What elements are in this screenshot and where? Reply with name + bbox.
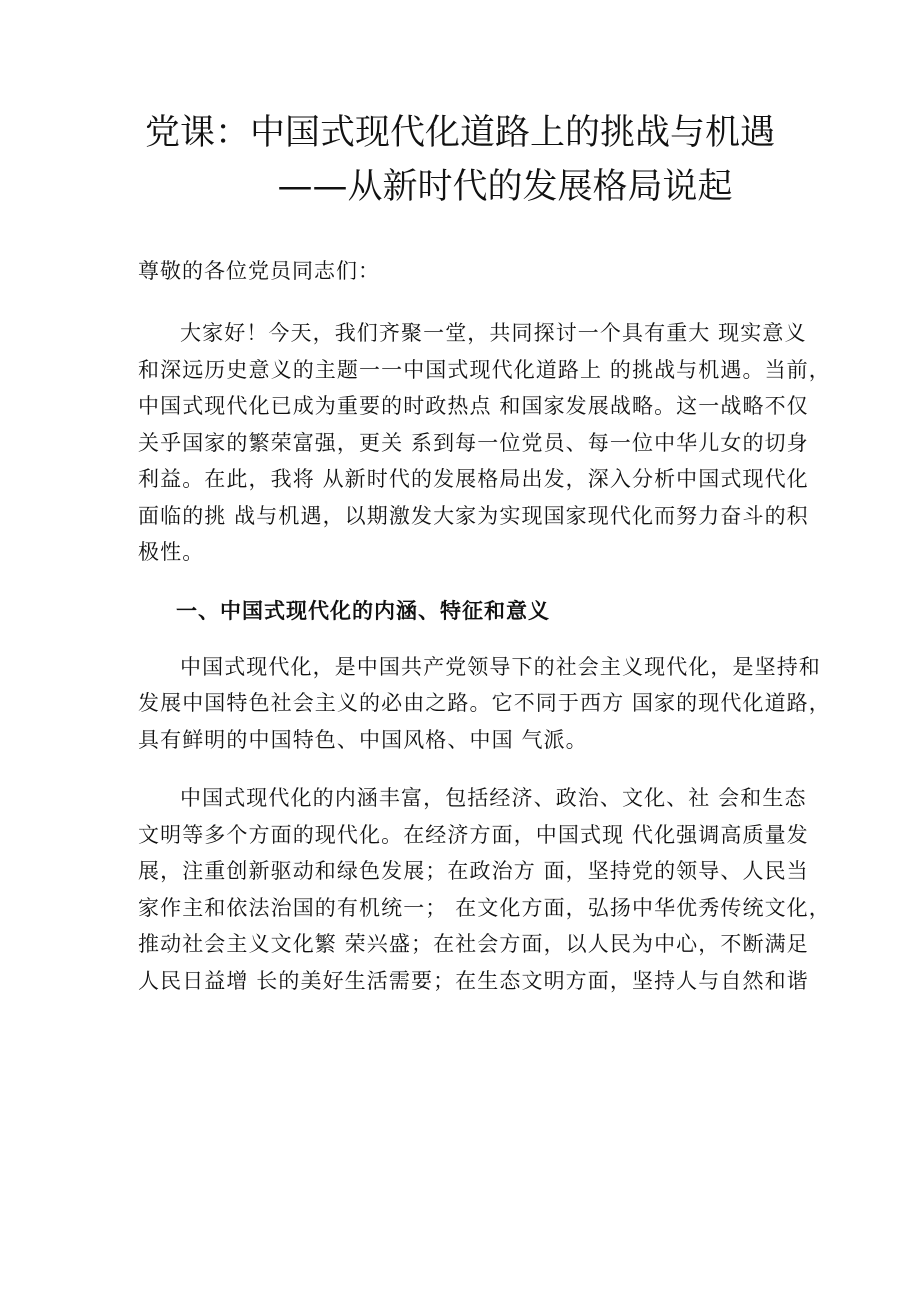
document-body xyxy=(138,256,831,1021)
paragraph-line: 人民日益增 长的美好生活需要；在生态文明方面，坚持人与自然和谐 xyxy=(138,968,809,993)
paragraph-definition xyxy=(138,649,831,759)
paragraph-line: 利益。在此，我将 从新时代的发展格局出发，深入分析中国式现代化 xyxy=(138,467,809,491)
paragraph-intro xyxy=(138,315,831,571)
paragraph-line: 面临的挑 战与机遇，以期激发大家为实现国家现代化而努力奋斗的积 xyxy=(138,503,809,528)
paragraph-line: 极性。 xyxy=(138,540,205,564)
paragraph-line: 中国式现代化已成为重要的时政热点 和国家发展战略。这一战略不仅 xyxy=(138,394,809,418)
paragraph-line: 展，注重创新驱动和绿色发展；在政治方 面，坚持党的领导、人民当 xyxy=(138,859,809,883)
paragraph-line: 中国式现代化的内涵丰富，包括经济、政治、文化、社 会和生态 xyxy=(180,786,807,810)
title-main: 党课：中国式现代化道路上的挑战与机遇 xyxy=(144,113,775,153)
paragraph-line: 家作主和依法治国的有机统一； 在文化方面，弘扬中华优秀传统文化， xyxy=(138,895,831,920)
paragraph-line: 和深远历史意义的主题一一中国式现代化道路上 的挑战与机遇。当前， xyxy=(138,357,831,382)
title-subtitle: ——从新时代的发展格局说起 xyxy=(277,167,733,207)
paragraph-line: 推动社会主义文化繁 荣兴盛；在社会方面，以人民为中心，不断满足 xyxy=(138,932,809,956)
section-heading: 一、中国式现代化的内涵、特征和意义 xyxy=(176,598,550,623)
paragraph-connotation xyxy=(138,780,831,999)
paragraph-line: 关乎国家的繁荣富强，更关 系到每一位党员、每一位中华儿女的切身 xyxy=(138,430,809,455)
paragraph-line: 发展中国特色社会主义的必由之路。它不同于西方 国家的现代化道路， xyxy=(138,691,831,715)
paragraph-line: 具有鲜明的中国特色、中国风格、中国 气派。 xyxy=(138,727,588,752)
paragraph-line: 文明等多个方面的现代化。在经济方面，中国式现 代化强调高质量发 xyxy=(138,822,809,847)
greeting: 尊敬的各位党员同志们： xyxy=(138,259,380,283)
paragraph-line: 大家好！今天，我们齐聚一堂，共同探讨一个具有重大 现实意义 xyxy=(180,321,807,345)
document-title xyxy=(0,106,920,214)
paragraph-line: 中国式现代化，是中国共产党领导下的社会主义现代化，是坚持和 xyxy=(180,654,821,679)
